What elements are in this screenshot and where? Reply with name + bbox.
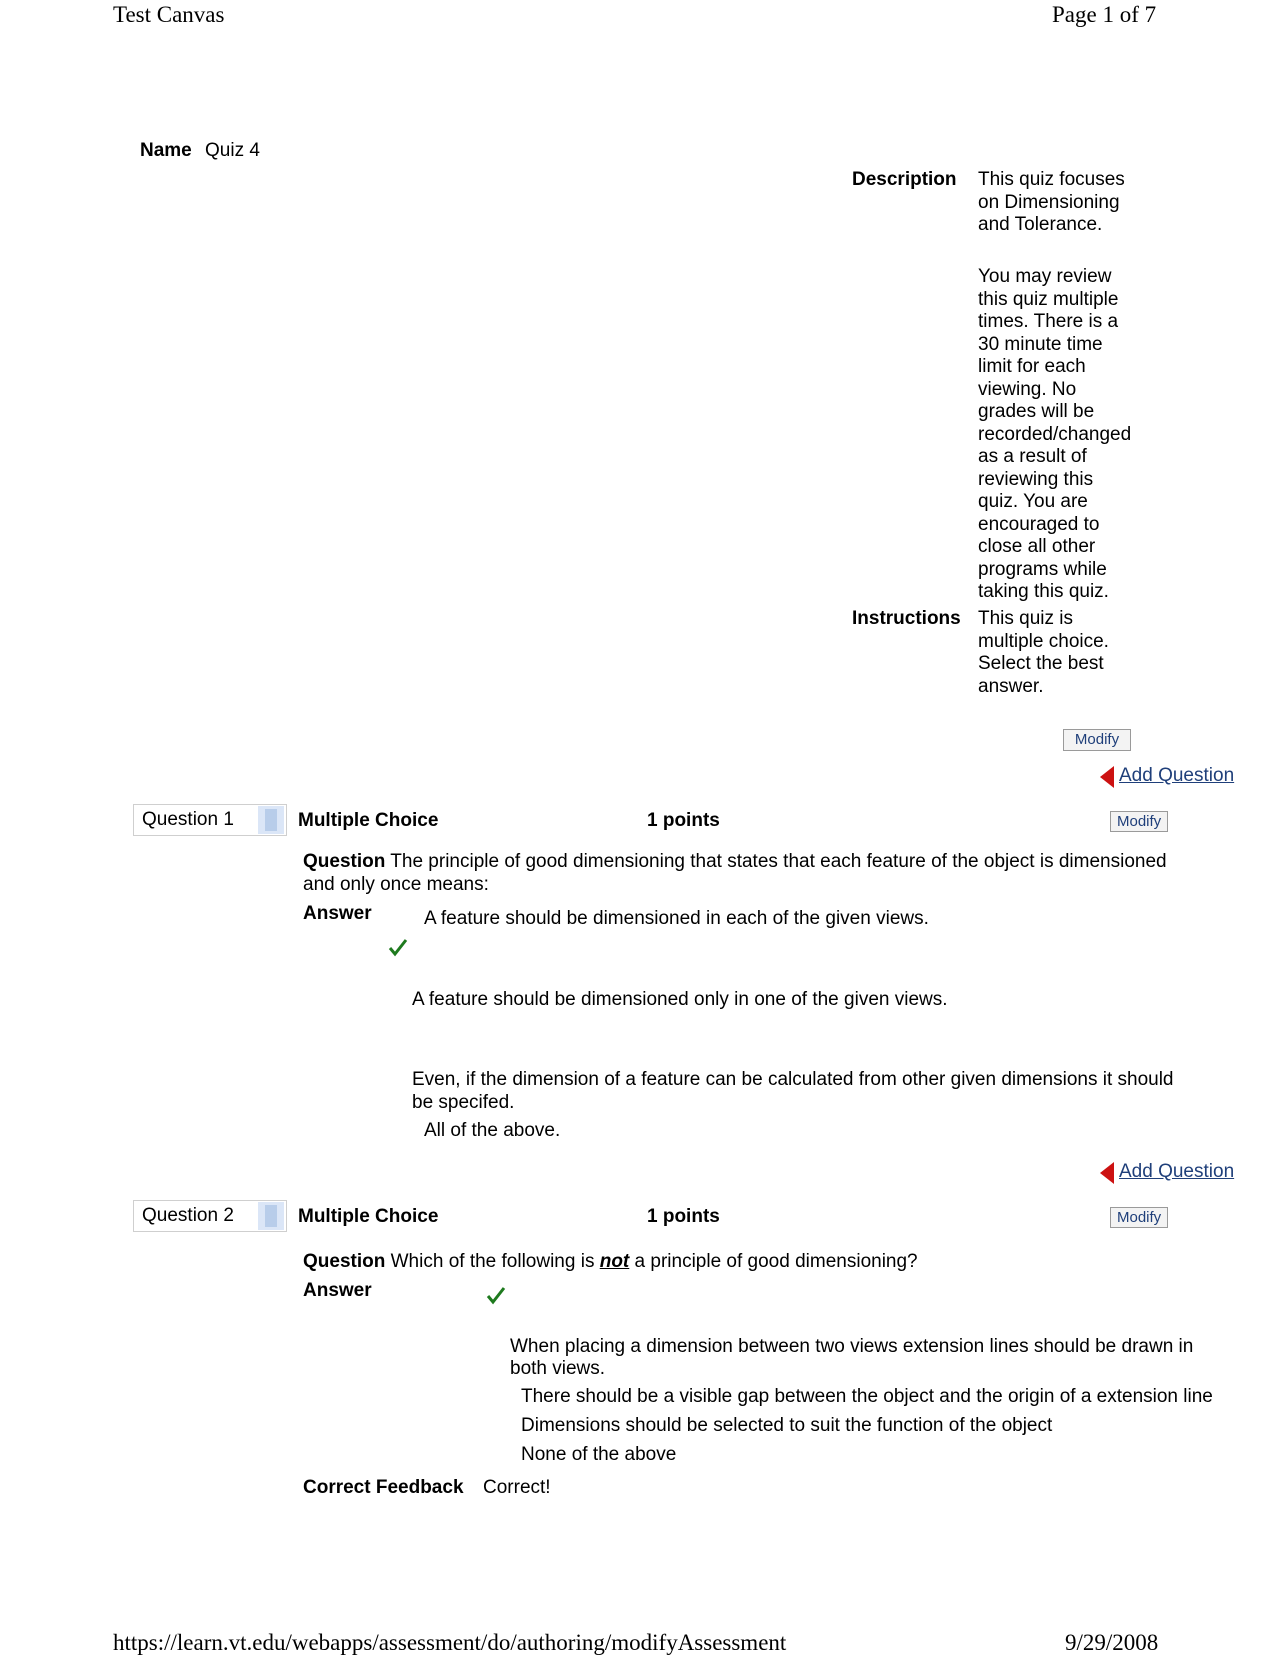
question-type: Multiple Choice xyxy=(298,810,439,831)
answer-option: There should be a visible gap between the object and the origin of a extension line xyxy=(521,1386,1213,1407)
description-line: this quiz multiple xyxy=(978,288,1119,310)
description-line: times. There is a xyxy=(978,311,1119,332)
description-line: on Dimensioning xyxy=(978,191,1120,213)
quiz-name: Quiz 4 xyxy=(205,140,260,161)
question-type: Multiple Choice xyxy=(298,1206,439,1227)
description-line: reviewing this xyxy=(978,468,1094,490)
drag-handle-icon[interactable] xyxy=(258,1202,284,1230)
description-line: quiz. You are xyxy=(978,491,1088,512)
question-points: 1 points xyxy=(647,1206,720,1227)
description-line: taking this quiz. xyxy=(978,581,1109,602)
instructions-text xyxy=(978,608,1168,698)
description-line: limit for each xyxy=(978,356,1086,377)
red-arrow-icon xyxy=(1100,1162,1114,1184)
description-label: Description xyxy=(852,169,957,190)
drag-handle-icon[interactable] xyxy=(258,806,284,834)
description-line: This quiz focuses xyxy=(978,169,1125,190)
answer-option-line2: be specifed. xyxy=(412,1092,515,1113)
answer-option: A feature should be dimensioned only in one of the given views. xyxy=(412,989,948,1010)
answer-option: All of the above. xyxy=(424,1120,561,1141)
red-arrow-icon xyxy=(1100,766,1114,788)
description-text-p2 xyxy=(978,266,1168,604)
description-line: programs while xyxy=(978,558,1107,580)
modify-question-2-button[interactable]: Modify xyxy=(1110,1207,1168,1228)
description-line: recorded/changed xyxy=(978,423,1132,445)
description-line: You may review xyxy=(978,266,1112,287)
description-line: and Tolerance. xyxy=(978,214,1103,235)
instructions-line: This quiz is xyxy=(978,608,1074,629)
add-question-link[interactable]: Add Question xyxy=(1100,1160,1170,1184)
correct-check-icon xyxy=(486,1285,506,1305)
answer-option: Even, if the dimension of a feature can be calculated from other given dimensions it should xyxy=(412,1069,1174,1090)
question-text-line2: and only once means: xyxy=(303,874,489,895)
answer-option: When placing a dimension between two views extension lines should be drawn in xyxy=(510,1336,1194,1357)
answer-label: Answer xyxy=(303,903,372,924)
question-number: Question 1 xyxy=(142,809,234,830)
page-footer-date: 9/29/2008 xyxy=(1065,1630,1159,1655)
page-footer-url: https://learn.vt.edu/webapps/assessment/do/authoring/modifyAssessment xyxy=(113,1630,787,1655)
page-number: Page 1 of 7 xyxy=(1052,2,1157,27)
modify-question-1-button[interactable]: Modify xyxy=(1110,811,1168,832)
instructions-label: Instructions xyxy=(852,608,961,629)
add-question-link[interactable]: Add Question xyxy=(1100,764,1170,788)
page-header-title: Test Canvas xyxy=(113,2,225,27)
description-line: encouraged to xyxy=(978,513,1100,535)
answer-option: A feature should be dimensioned in each of the given views. xyxy=(424,908,929,929)
question-1-label-box[interactable] xyxy=(133,804,287,836)
answer-option: None of the above xyxy=(521,1444,677,1465)
question-text: Question Which of the following is not a principle of good dimensioning? xyxy=(303,1251,918,1272)
answer-option-line2: both views. xyxy=(510,1358,606,1379)
description-line: as a result of xyxy=(978,446,1087,467)
description-text xyxy=(978,169,1168,237)
feedback-label: Correct Feedback xyxy=(303,1477,464,1498)
description-line: viewing. No xyxy=(978,378,1077,400)
feedback-value: Correct! xyxy=(483,1477,551,1498)
instructions-line: Select the best xyxy=(978,653,1104,674)
correct-check-icon xyxy=(388,937,408,957)
description-line: 30 minute time xyxy=(978,333,1103,355)
modify-quiz-button[interactable]: Modify xyxy=(1063,729,1131,751)
answer-label: Answer xyxy=(303,1280,372,1301)
name-label: Name xyxy=(140,140,192,161)
question-text: Question The principle of good dimensioning that states that each feature of the object is dimensioned xyxy=(303,851,1167,872)
instructions-line: answer. xyxy=(978,675,1044,697)
question-2-label-box[interactable] xyxy=(133,1200,287,1232)
question-points: 1 points xyxy=(647,810,720,831)
answer-option: Dimensions should be selected to suit the function of the object xyxy=(521,1415,1053,1436)
instructions-line: multiple choice. xyxy=(978,630,1109,652)
question-number: Question 2 xyxy=(142,1205,234,1226)
description-line: close all other xyxy=(978,536,1096,557)
description-line: grades will be xyxy=(978,401,1095,422)
